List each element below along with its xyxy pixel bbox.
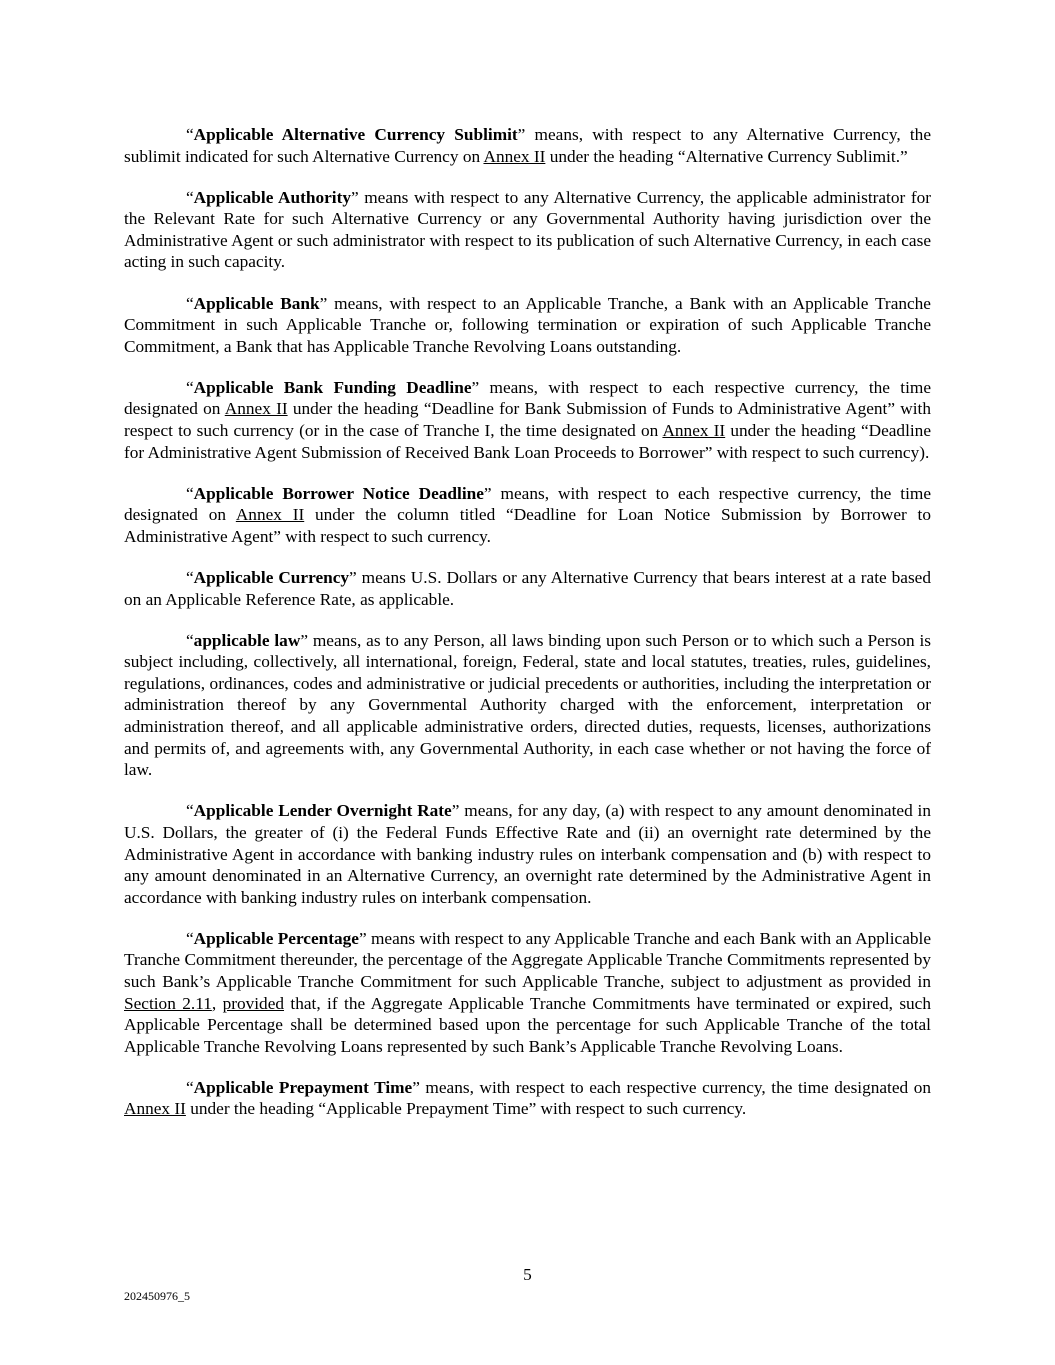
definition-text: ” means, with respect to each respective currency, the time designated on [412,1077,932,1097]
definition-text: “ [186,377,194,397]
definition-text: ” means with respect to any Applicable Tranche and each Bank with an Applicable Tranche Commitment thereunder, the percentage of the Aggregate Applicable Tranche Commitments represented by such Bank’s Applicable Tranche Commitment for such Applicable Tranche, subject to adjustment as provided in [124,928,931,991]
definition-text: under the heading “Deadline for Administrative Agent Submission of Received Bank Loan Proceeds to Borrower” with respect to such currency). [124,421,931,462]
defined-term: Applicable Currency [193,568,350,587]
defined-term: Applicable Prepayment Time [193,1077,413,1097]
cross-reference: Section 2.11 [124,993,212,1013]
definition-text: “ [186,1077,194,1097]
definition-text: under the heading “Applicable Prepayment Time” with respect to such currency. [185,1099,747,1119]
definition-text: ” means with respect to any Alternative Currency, the applicable administrator for the Relevant Rate for such Alternative Currency or any Governmental Authority having jurisdiction over the Administrative Agent or such administrator with respect to its publication of such Alternative Currency, in each case acting in such capacity. [124,187,931,272]
defined-term: Applicable Borrower Notice Deadline [193,483,484,503]
definition-text: “ [186,483,194,503]
definition-text: ” means, as to any Person, all laws binding upon such Person or to which such a Person is subject including, collectively, all international, foreign, Federal, state and local statutes, treaties, rules, guidelines, regulations, ordinances, codes and administrative or judicial precedents or authorities, including the interpretation or administration thereof by any Governmental Authority charged with the enforcement, interpretation or administration thereof, and all applicable administrative orders, directed duties, requests, licenses, authorizations and permits of, and agreements with, any Governmental Authority, in each case whether or not having the force of law. [124,630,931,780]
definition-text: under the heading “Deadline for Bank Submission of Funds to Administrative Agent” with respect to such currency (or in the case of Tranche I, the time designated on [124,399,932,441]
cross-reference: Annex II [235,505,305,525]
document-id: 202450976_5 [124,1289,190,1303]
definition-applicable-bank [124,293,931,358]
cross-reference: Annex II [483,146,546,166]
cross-reference: Annex II [662,421,726,441]
defined-term: Applicable Bank [193,293,320,313]
definition-text: ” means, with respect to each respective currency, the time designated on [124,377,931,419]
definition-text: ” means U.S. Dollars or any Alternative Currency that bears interest at a rate based on an Applicable Reference Rate, as applicable. [124,568,931,609]
defined-term: Applicable Bank Funding Deadline [193,377,472,397]
defined-term: Applicable Percentage [193,928,359,948]
defined-term: Applicable Alternative Currency Sublimit [193,125,518,144]
definition-text: “ [186,568,194,587]
definition-text: ” means, for any day, (a) with respect to any amount denominated in U.S. Dollars, the greater of (i) the Federal Funds Effective Rate and (ii) an overnight rate determined by the Administrative Agent in accordance with banking industry rules on interbank compensation and (b) with respect to any amount denominated in an Alternative Currency, an overnight rate determined by the Administrative Agent in accordance with banking industry rules on interbank compensation. [124,801,931,907]
definition-text: “ [186,125,194,144]
definition-text: “ [186,187,194,207]
definition-text: ” means, with respect to an Applicable Tranche, a Bank with an Applicable Tranche Commitment in such Applicable Tranche or, following termination or expiration of such Applicable Tranche Commitment, a Bank that has Applicable Tranche Revolving Loans outstanding. [124,293,931,356]
definitions-section [124,124,931,1140]
cross-reference: Annex II [224,399,288,419]
definition-text: ” means, with respect to each respective currency, the time designated on [124,483,931,525]
cross-reference: Annex II [124,1099,186,1119]
definition-text: ” means, with respect to any Alternative Currency, the sublimit indicated for such Alternative Currency on [124,125,931,166]
definition-text: under the column titled “Deadline for Loan Notice Submission by Borrower to Administrative Agent” with respect to such currency. [124,505,931,546]
definition-applicable-lender-overnight-rate [124,800,931,908]
defined-term: applicable law [193,630,301,650]
definition-text: that, if the Aggregate Applicable Tranche Commitments have terminated or expired, such Applicable Percentage shall be determined based upon the percentage for such Applicable Tranche of the total Applicable Tranche Revolving Loans represented by such Bank’s Applicable Tranche Revolving Loans. [124,993,931,1056]
cross-reference: provided [222,993,285,1013]
defined-term: Applicable Lender Overnight Rate [193,801,452,821]
definition-applicable-percentage [124,928,931,1058]
definition-text: “ [186,801,194,821]
definition-text: “ [186,630,194,650]
definition-applicable-borrower-notice-deadline [124,483,931,548]
definition-text: “ [186,928,194,948]
definition-applicable-alternative-currency-sublimit [124,124,931,167]
page-number: 5 [523,1265,532,1284]
definition-applicable-law [124,630,931,781]
definition-text: , [211,993,223,1013]
definition-text: “ [186,293,194,313]
definition-applicable-authority [124,187,931,273]
definition-applicable-prepayment-time [124,1077,931,1120]
definition-applicable-currency [124,567,931,610]
defined-term: Applicable Authority [193,187,351,207]
definition-applicable-bank-funding-deadline [124,377,931,463]
definition-text: under the heading “Alternative Currency Sublimit.” [545,146,908,166]
